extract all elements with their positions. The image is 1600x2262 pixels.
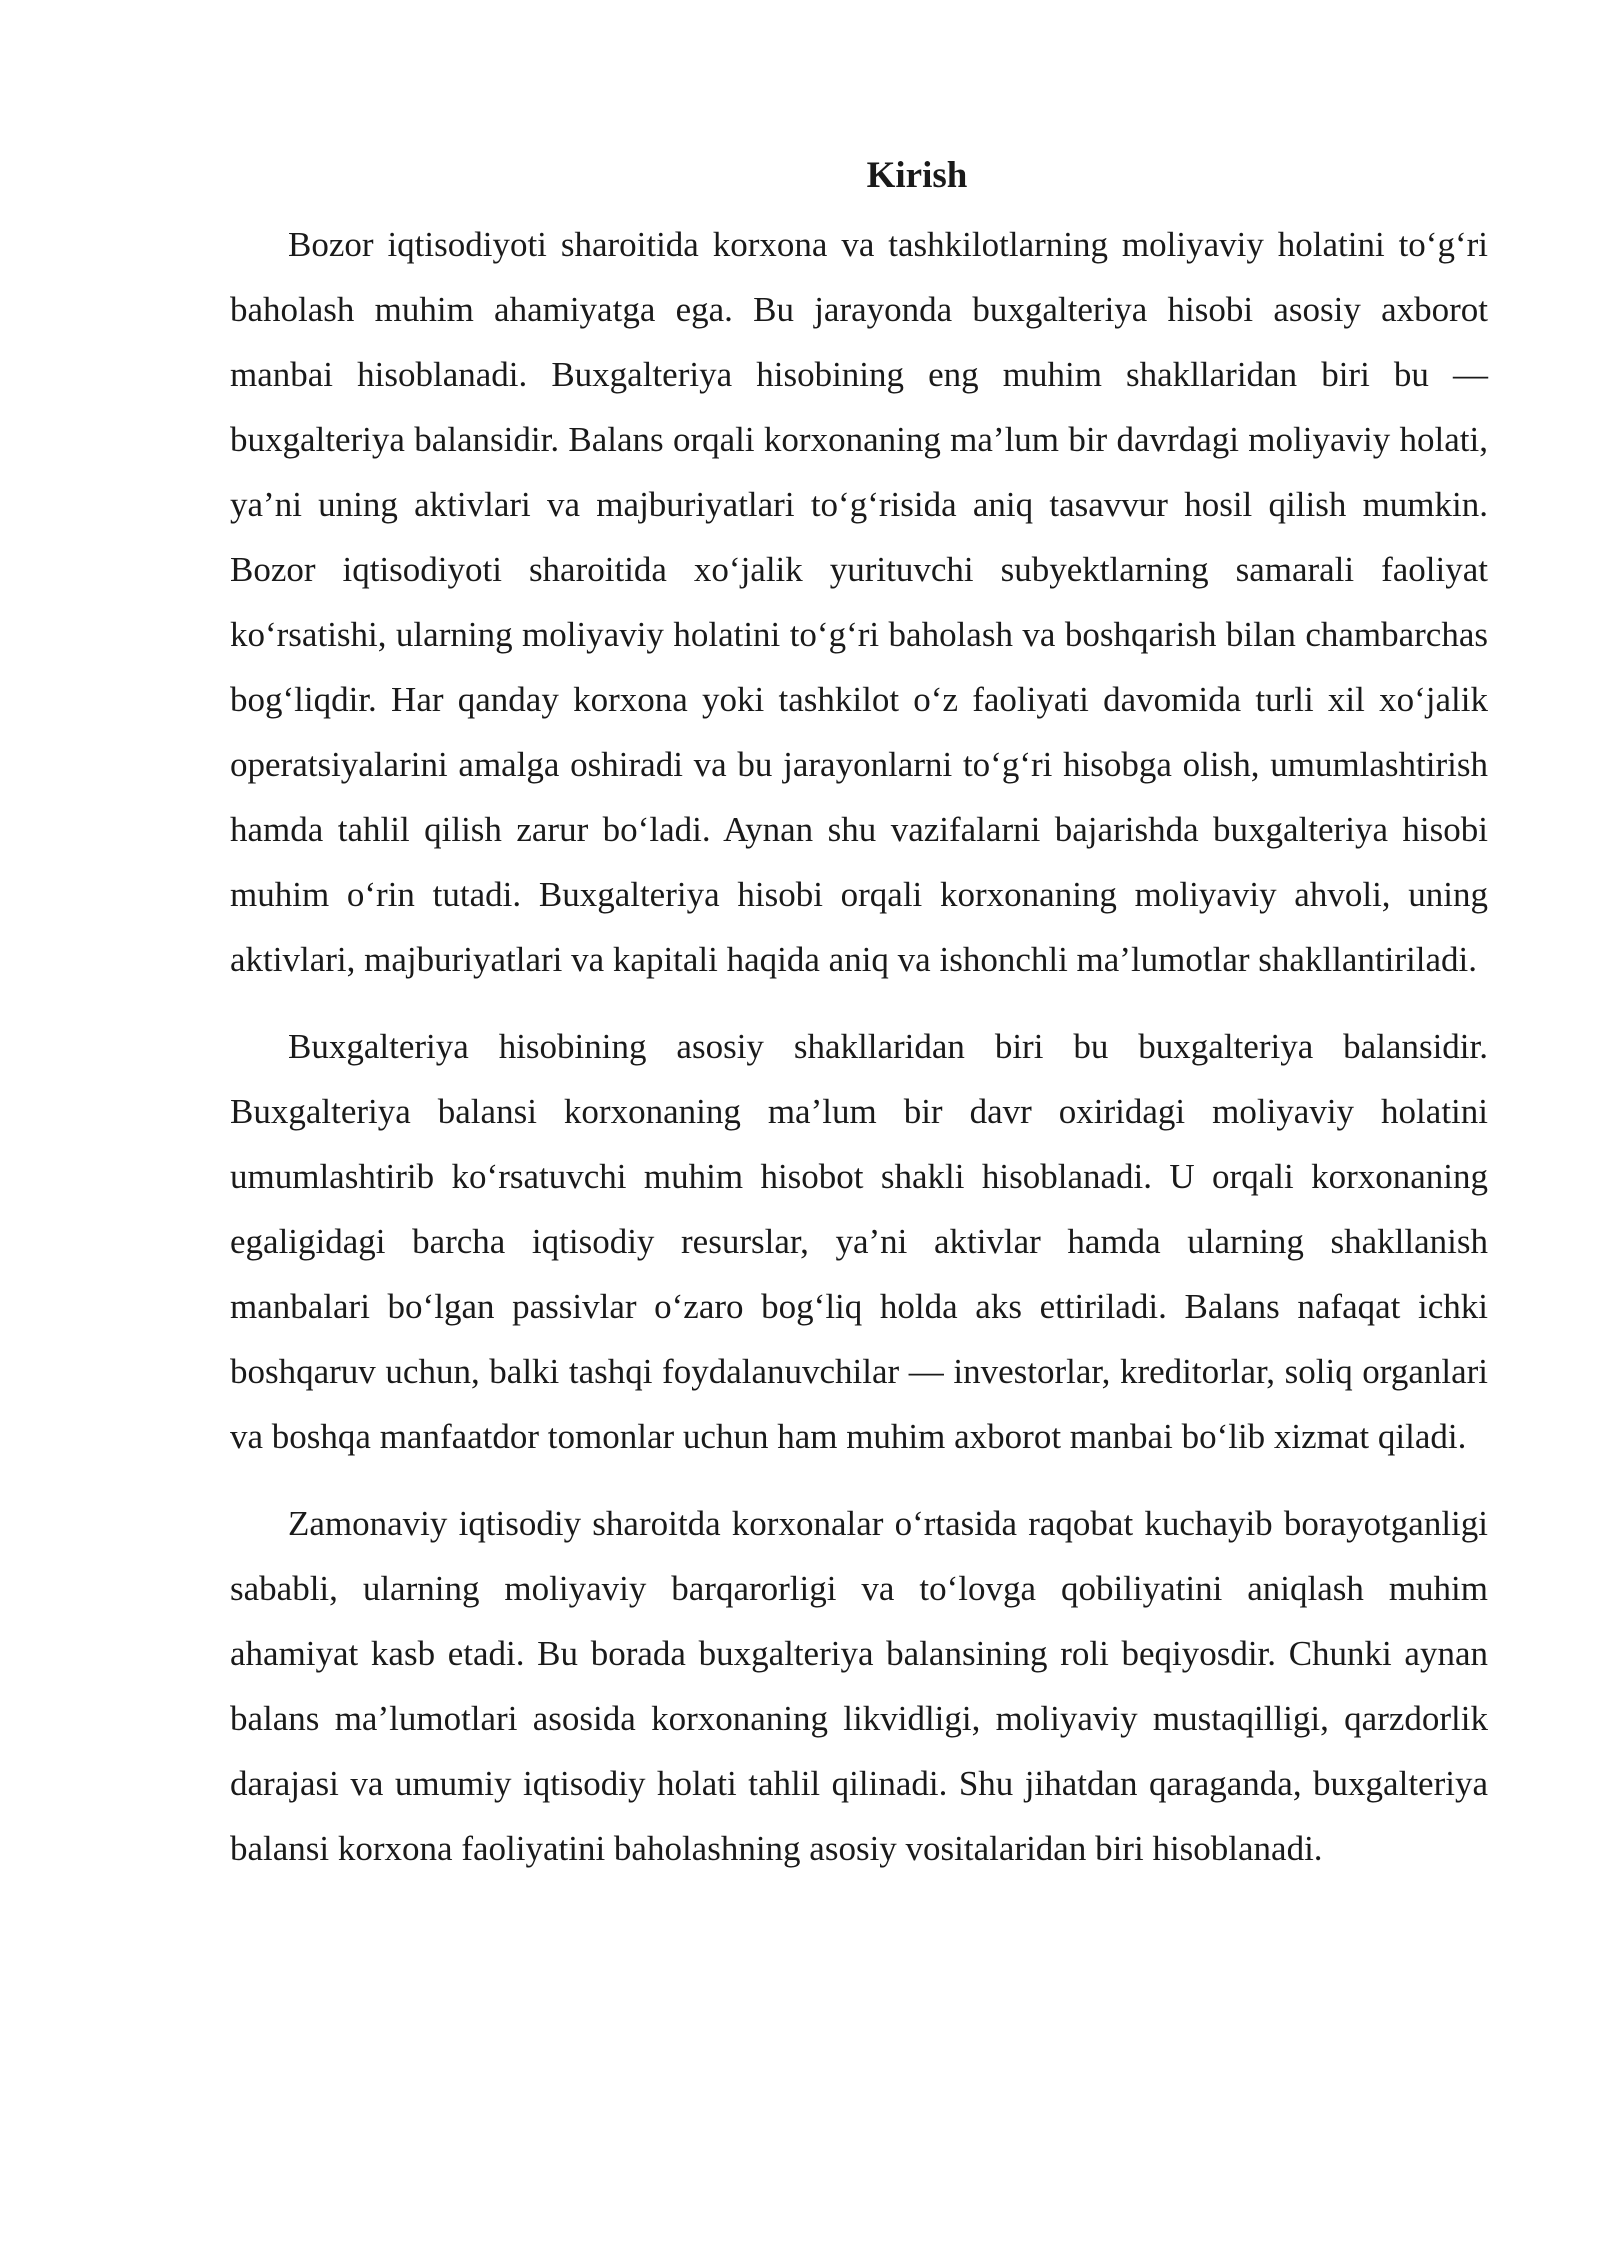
section-title: Kirish	[866, 155, 968, 196]
document-body	[230, 148, 1488, 1903]
paragraph-3: Zamonaviy iqtisodiy sharoitda korxonalar o‘rtasida raqobat kuchayib borayotganligi sababli, ularning moliyaviy barqarorligi va to‘lovga qobiliyatini aniqlash muhim ahamiyat kasb etadi. Bu borada buxgalteriya balansining roli beqiyosdir. Chunki aynan balans ma’lumotlari asosida korxonaning likvidligi, moliyaviy mustaqilligi, qarzdorlik darajasi va umumiy iqtisodiy holati tahlil qilinadi. Shu jihatdan qaraganda, buxgalteriya balansi korxona faoliyatini baholashning asosiy vositalaridan biri hisoblanadi.	[230, 1504, 1488, 1868]
paragraph-2: Buxgalteriya hisobining asosiy shakllaridan biri bu buxgalteriya balansidir. Buxgalteriya balansi korxonaning ma’lum bir davr oxiridagi moliyaviy holatini umumlashtirib ko‘rsatuvchi muhim hisobot shakli hisoblanadi. U orqali korxonaning egaligidagi barcha iqtisodiy resurslar, ya’ni aktivlar hamda ularning shakllanish manbalari bo‘lgan passivlar o‘zaro bog‘liq holda aks ettiriladi. Balans nafaqat ichki boshqaruv uchun, balki tashqi foydalanuvchilar — investorlar, kreditorlar, soliq organlari va boshqa manfaatdor tomonlar uchun ham muhim axborot manbai bo‘lib xizmat qiladi.	[230, 1027, 1488, 1456]
paragraph-1: Bozor iqtisodiyoti sharoitida korxona va tashkilotlarning moliyaviy holatini to‘g‘ri baholash muhim ahamiyatga ega. Bu jarayonda buxgalteriya hisobi asosiy axborot manbai hisoblanadi. Buxgalteriya hisobining eng muhim shakllaridan biri bu — buxgalteriya balansidir. Balans orqali korxonaning ma’lum bir davrdagi moliyaviy holati, ya’ni uning aktivlari va majburiyatlari to‘g‘risida aniq tasavvur hosil qilish mumkin. Bozor iqtisodiyoti sharoitida xo‘jalik yurituvchi subyektlarning samarali faoliyat ko‘rsatishi, ularning moliyaviy holatini to‘g‘ri baholash va boshqarish bilan chambarchas bog‘liqdir. Har qanday korxona yoki tashkilot o‘z faoliyati davomida turli xil xo‘jalik operatsiyalarini amalga oshiradi va bu jarayonlarni to‘g‘ri hisobga olish, umumlashtirish hamda tahlil qilish zarur bo‘ladi. Aynan shu vazifalarni bajarishda buxgalteriya hisobi muhim o‘rin tutadi. Buxgalteriya hisobi orqali korxonaning moliyaviy ahvoli, uning aktivlari, majburiyatlari va kapitali haqida aniq va ishonchli ma’lumotlar shakllantiriladi.	[230, 225, 1488, 979]
